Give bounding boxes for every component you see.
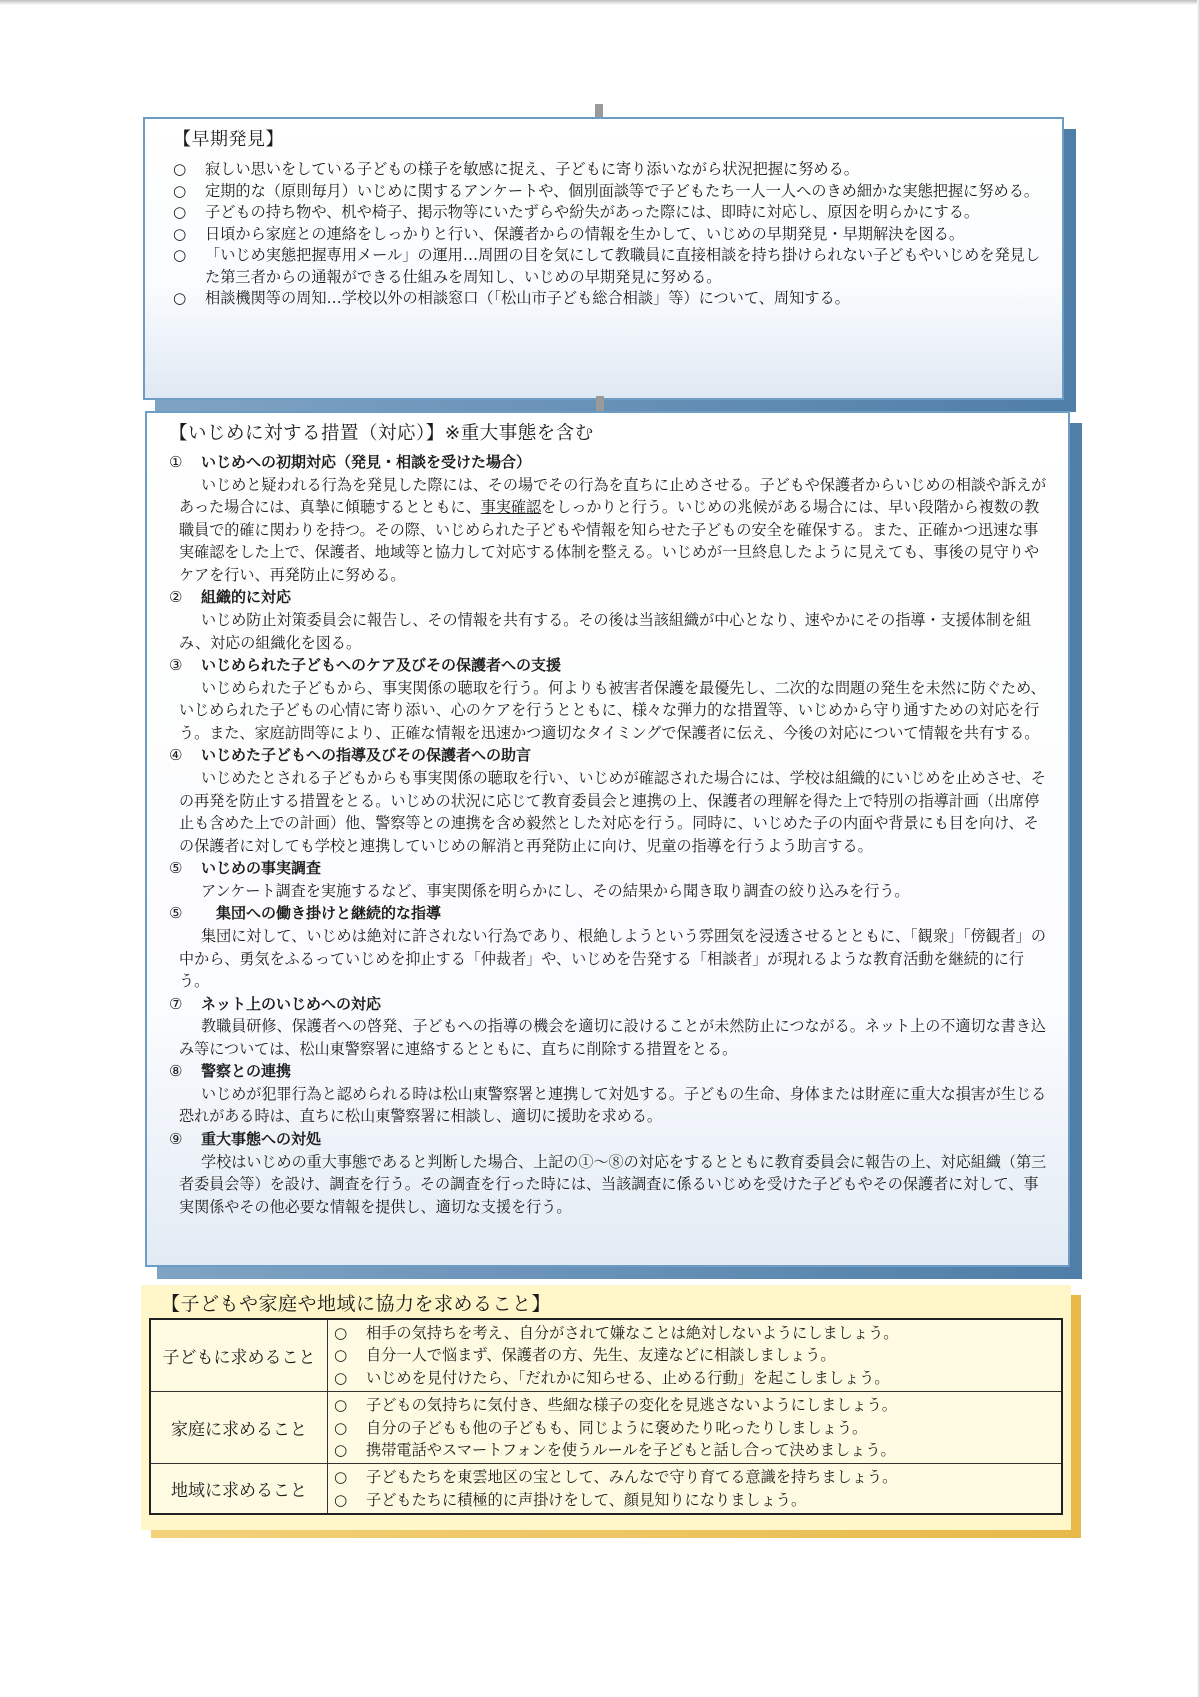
measure-section-heading-text: 組織的に対応 [201, 588, 292, 607]
cooperation-item-text: 子どもたちを東雲地区の宝として、みんなで守り育てる意識を持ちましょう。 [366, 1468, 898, 1487]
measure-section-heading [169, 744, 1048, 767]
cooperation-row-items [328, 1392, 1063, 1464]
measure-section-number: ⑨ [169, 1130, 183, 1149]
early-detection-item-text: 相談機関等の周知…学校以外の相談窓口（「松山市子ども総合相談」等）について、周知する。 [205, 289, 850, 307]
cooperation-row-label: 地域に求めること [150, 1464, 328, 1514]
measure-section-body: 教職員研修、保護者への啓発、子どもへの指導の機会を適切に設けることが未然防止につながる。ネット上の不適切な書き込み等については、松山東警察署に連絡するとともに、直ちに削除する措置をとる。 [179, 1017, 1046, 1058]
bullet-circle-mark: ○ [173, 224, 187, 243]
measure-section-heading-text: いじめた子どもへの指導及びその保護者への助言 [201, 746, 532, 765]
measure-section-number: ① [169, 453, 183, 471]
bullet-circle-mark: ○ [173, 203, 187, 221]
bullet-circle-mark: ○ [334, 1468, 348, 1487]
measure-section-number: ④ [169, 746, 183, 765]
measure-section-body: いじめたとされる子どもからも事実関係の聴取を行い、いじめが確認された場合には、学校は組織的にいじめを止めさせ、その再発を防止する措置をとる。いじめの状況に応じて教育委員会と連携の上、保護者の理解を得た上で特別の指導計画（出席停止も含めた上での計画）他、警察等との連携を含め毅然とした対応を行う。同時に、いじめた子の内面や背景にも目を向け、その保護者に対しても学校と連携していじめの解消と再発防止に向け、児童の指導を行うよう助言する。 [179, 768, 1046, 855]
measure-section [169, 654, 1048, 744]
measure-section [169, 586, 1048, 654]
measure-section-heading [169, 1060, 1048, 1083]
measure-section [169, 902, 1048, 992]
measure-section-heading-text: いじめの事実調査 [201, 859, 322, 878]
fact-check-underlined-term: 事実確認 [480, 498, 542, 517]
early-detection-item-text: 定期的な（原則毎月）いじめに関するアンケートや、個別面談等で子どもたち一人一人へのきめ細かな実態把握に努める。 [205, 181, 1040, 200]
cooperation-item [334, 1466, 1055, 1488]
early-detection-item-text: 子どもの持ち物や、机や椅子、掲示物等にいたずらや紛失があった際には、即時に対応し、原因を明らかにする。 [205, 203, 980, 221]
cooperation-item [334, 1322, 1055, 1344]
measure-section [169, 1128, 1048, 1218]
cooperation-item [334, 1344, 1055, 1366]
cooperation-item-text: 相手の気持ちを考え、自分がされて嫌なことは絶対しないようにしましょう。 [366, 1324, 899, 1342]
cooperation-row-items [328, 1319, 1063, 1392]
measure-section-heading-text: 集団への働き掛けと継続的な指導 [201, 904, 442, 923]
early-detection-item [173, 181, 1044, 203]
bullet-circle-mark: ○ [334, 1490, 348, 1509]
early-detection-item [173, 288, 1044, 310]
measure-body-text: をしっかりと行う。いじめの兆候がある場合には、早い段階から複数の教職員で的確に関わりを持つ。その際、いじめられた子どもや情報を知らせた子どもの安全を確保する。また、正確かつ迅速な事実確認をした上で、保護者、地域等と協力して対応する体制を整える。いじめが一旦終息したように見えても、事後の見守りやケアを行い、再発防止に努める。 [179, 498, 1040, 584]
measure-section-body: 集団に対して、いじめは絶対に許されない行為であり、根絶しようという雰囲気を浸透させるとともに、「観衆」「傍観者」の中から、勇気をふるっていじめを抑止する「仲裁者」や、いじめを告発する「相談者」が現れるような教育活動を継続的に行う。 [179, 926, 1046, 991]
measure-section [169, 857, 1048, 902]
cooperation-item-text: 子どもたちに積極的に声掛けをして、顔見知りになりましょう。 [366, 1490, 807, 1509]
cooperation-item [334, 1367, 1055, 1389]
measures-title: 【いじめに対する措置（対応）】※重大事態を含む [169, 423, 594, 444]
early-detection-list [173, 159, 1044, 310]
cooperation-box [141, 1285, 1071, 1530]
measures-box [145, 411, 1070, 1267]
bullet-circle-mark: ○ [334, 1418, 348, 1437]
measure-section-body [169, 474, 1048, 587]
measure-section-number: ⑤ [169, 904, 183, 923]
early-detection-item-text: 寂しい思いをしている子どもの様子を敏感に捉え、子どもに寄り添いながら状況把握に努める。 [205, 160, 859, 178]
measure-section-body: アンケート調査を実施するなど、事実関係を明らかにし、その結果から聞き取り調査の絞り込みを行う。 [201, 881, 910, 900]
measure-section-heading [169, 857, 1048, 880]
cooperation-title: 【子どもや家庭や地域に協力を求めること】 [161, 1293, 552, 1315]
cooperation-table [149, 1318, 1063, 1515]
cooperation-item [334, 1417, 1055, 1439]
measure-section-heading-text: いじめられた子どもへのケア及びその保護者への支援 [201, 656, 562, 675]
measure-section-heading [169, 586, 1048, 609]
measure-section-heading [169, 654, 1048, 677]
early-detection-item [173, 202, 1044, 224]
measure-section-body: 学校はいじめの重大事態であると判断した場合、上記の①～⑧の対応をするとともに教育委員会に報告の上、対応組織（第三者委員会等）を設け、調査を行う。その調査を行った時には、当該調査に係るいじめを受けた子どもやその保護者に対して、事実関係やその他必要な情報を提供し、適切な支援を行う。 [179, 1152, 1047, 1216]
measure-section-heading [169, 451, 1048, 474]
bullet-circle-mark: ○ [334, 1396, 348, 1415]
cooperation-item-text: 子どもの気持ちに気付き、些細な様子の変化を見逃さないようにしましょう。 [366, 1396, 897, 1415]
cooperation-item-text: 自分の子どもも他の子どもも、同じように褒めたり叱ったりしましょう。 [366, 1418, 868, 1437]
measure-section-number: ② [169, 588, 183, 607]
cooperation-item-text: 自分一人で悩まず、保護者の方、先生、友達などに相談しましょう。 [366, 1346, 836, 1365]
cooperation-row-label: 家庭に求めること [150, 1392, 328, 1464]
measure-section-heading-text: 重大事態への対処 [201, 1130, 322, 1149]
early-detection-title: 【早期発見】 [173, 129, 284, 150]
early-detection-item [173, 224, 1044, 246]
measure-section [169, 993, 1048, 1061]
measure-section [169, 451, 1048, 586]
scan-top-edge [0, 0, 1200, 5]
bullet-circle-mark: ○ [334, 1368, 348, 1387]
cooperation-item [334, 1394, 1055, 1416]
measure-body-text: いじめと疑われる行為を発見した際には、その場でその行為を直ちに止めさせる。子どもや保護者からいじめの相談や訴えがあった場合には、真摯に傾聴するとともに、 [179, 475, 1047, 517]
early-detection-item-text: 日頃から家庭との連絡をしっかりと行い、保護者からの情報を生かして、いじめの早期発見・早期解決を図る。 [205, 224, 965, 243]
measure-section-body: いじめられた子どもから、事実関係の聴取を行う。何よりも被害者保護を最優先し、二次的な問題の発生を未然に防ぐため、いじめられた子どもの心情に寄り添い、心のケアを行うとともに、様々な弾力的な措置等、いじめから守り通すための対応を行う。また、家庭訪問等により、正確な情報を迅速かつ適切なタイミングで保護者に伝え、今後の対応について情報を共有する。 [179, 678, 1046, 742]
cooperation-row [150, 1392, 1062, 1464]
bullet-circle-mark: ○ [334, 1346, 348, 1365]
measure-section-heading-text: ネット上のいじめへの対応 [201, 994, 382, 1013]
measure-section-number: ⑦ [169, 994, 183, 1013]
measure-section-number: ⑤ [169, 859, 183, 878]
measure-section-heading-text: 警察との連携 [201, 1062, 292, 1081]
early-detection-item [173, 245, 1044, 288]
cooperation-item [334, 1489, 1055, 1511]
cooperation-item-text: 携帯電話やスマートフォンを使うルールを子どもと話し合って決めましょう。 [366, 1441, 896, 1460]
cooperation-item-text: いじめを見付けたら、「だれかに知らせる、止める行動」を起こしましょう。 [366, 1368, 890, 1387]
early-detection-item-text: 「いじめ実態把握専用メール」の運用…周囲の目を気にして教職員に直接相談を持ち掛けられない子どもやいじめを発見した第三者からの通報ができる仕組みを周知し、いじめの早期発見に努める。 [205, 246, 1041, 286]
measure-section-number: ③ [169, 656, 183, 675]
measure-section-heading-text: いじめへの初期対応（発見・相談を受けた場合） [201, 453, 532, 471]
measures-list [169, 451, 1048, 1218]
measure-section-heading [169, 1128, 1048, 1151]
measure-section [169, 744, 1048, 857]
bullet-circle-mark: ○ [173, 289, 187, 307]
cooperation-row [150, 1464, 1062, 1514]
bullet-circle-mark: ○ [173, 181, 187, 200]
early-detection-box [143, 117, 1064, 400]
measure-section [169, 1060, 1048, 1128]
cooperation-row-label: 子どもに求めること [150, 1319, 328, 1392]
measure-section-heading [169, 993, 1048, 1016]
measure-section-body: いじめ防止対策委員会に報告し、その情報を共有する。その後は当該組織が中心となり、速やかにその指導・支援体制を組み、対応の組織化を図る。 [179, 610, 1032, 652]
bullet-circle-mark: ○ [173, 160, 187, 178]
measure-section-body: いじめが犯罪行為と認められる時は松山東警察署と連携して対処する。子どもの生命、身体または財産に重大な損害が生じる恐れがある時は、直ちに松山東警察署に相談し、適切に援助を求める。 [179, 1084, 1047, 1126]
bullet-circle-mark: ○ [173, 246, 187, 264]
early-detection-item [173, 159, 1044, 181]
cooperation-item [334, 1439, 1055, 1461]
measure-section-number: ⑧ [169, 1062, 183, 1081]
measure-section-heading [169, 902, 1048, 925]
bullet-circle-mark: ○ [334, 1441, 348, 1460]
bullet-circle-mark: ○ [334, 1324, 348, 1342]
cooperation-row-items [328, 1464, 1063, 1514]
cooperation-row [150, 1319, 1062, 1392]
